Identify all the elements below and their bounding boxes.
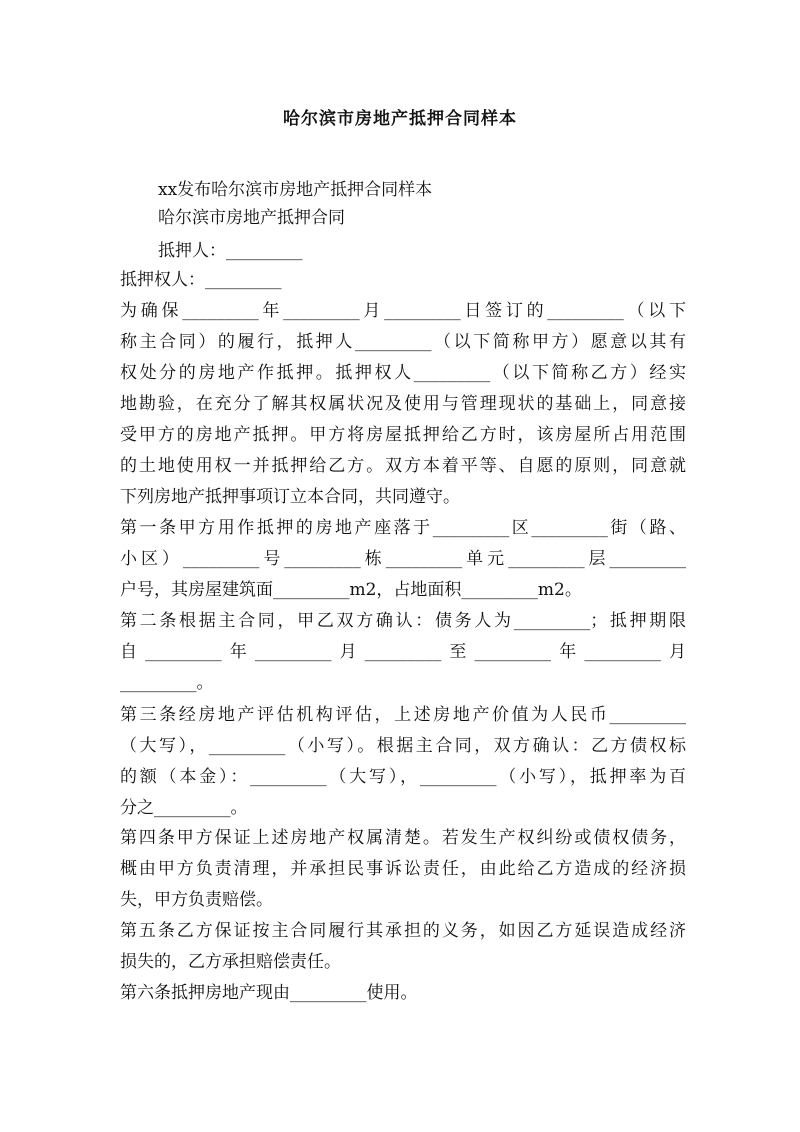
body-line: 小区）_________号_________栋_________单元_________层_________ [120, 549, 686, 569]
body-line: 为确保_________年_________月_________日签订的_________（以下 [120, 301, 686, 321]
body-line: 第五条乙方保证按主合同履行其承担的义务，如因乙方延误造成经济 [120, 921, 686, 941]
body-line: 第三条经房地产评估机构评估，上述房地产价值为人民币_________ [120, 705, 686, 725]
body-line: 第四条甲方保证上述房地产权属清楚。若发生产权纠纷或债权债务， [120, 828, 686, 848]
body-line: 第二条根据主合同，甲乙双方确认：债务人为_________；抵押期限 [120, 611, 686, 631]
body-line: 第一条甲方用作抵押的房地产座落于_________区_________街（路、 [120, 518, 686, 538]
document-title: 哈尔滨市房地产抵押合同样本 [283, 109, 517, 129]
body-line: _________。 [120, 673, 214, 693]
body-line: 户号，其房屋建筑面_________m2，占地面积_________m2。 [120, 580, 582, 600]
body-line: 权处分的房地产作抵押。抵押权人_________（以下简称乙方）经实 [120, 363, 686, 383]
body-line: 第六条抵押房地产现由_________使用。 [120, 983, 418, 1003]
body-line: 抵押权人：_________ [120, 270, 282, 290]
body-line: 分之_________。 [120, 798, 248, 818]
body-line: 概由甲方负责清理，并承担民事诉讼责任，由此给乙方造成的经济损 [120, 859, 686, 879]
intro-line: 哈尔滨市房地产抵押合同 [158, 208, 345, 228]
body-line: 受甲方的房地产抵押。甲方将房屋抵押给乙方时，该房屋所占用范围 [120, 425, 686, 445]
body-line: 下列房地产抵押事项订立本合同，共同遵守。 [120, 487, 460, 507]
body-line: 地勘验，在充分了解其权属状况及使用与管理现状的基础上，同意接 [120, 394, 686, 414]
body-line: 失，甲方负责赔偿。 [120, 890, 273, 910]
body-line: 的额（本金）：_________（大写），_________（小写），抵押率为百 [120, 767, 686, 787]
body-line: 自_________年_________月_________至_________年_________月 [120, 642, 686, 662]
body-line: 称主合同）的履行，抵押人_________（以下简称甲方）愿意以其有 [120, 332, 686, 352]
intro-line: 抵押人：_________ [158, 241, 303, 261]
body-line: （大写），_________（小写）。根据主合同，双方确认：乙方债权标 [120, 736, 686, 756]
body-line: 损失的，乙方承担赔偿责任。 [120, 952, 341, 972]
intro-line: xx发布哈尔滨市房地产抵押合同样本 [158, 180, 433, 200]
body-line: 的土地使用权一并抵押给乙方。双方本着平等、自愿的原则，同意就 [120, 456, 686, 476]
